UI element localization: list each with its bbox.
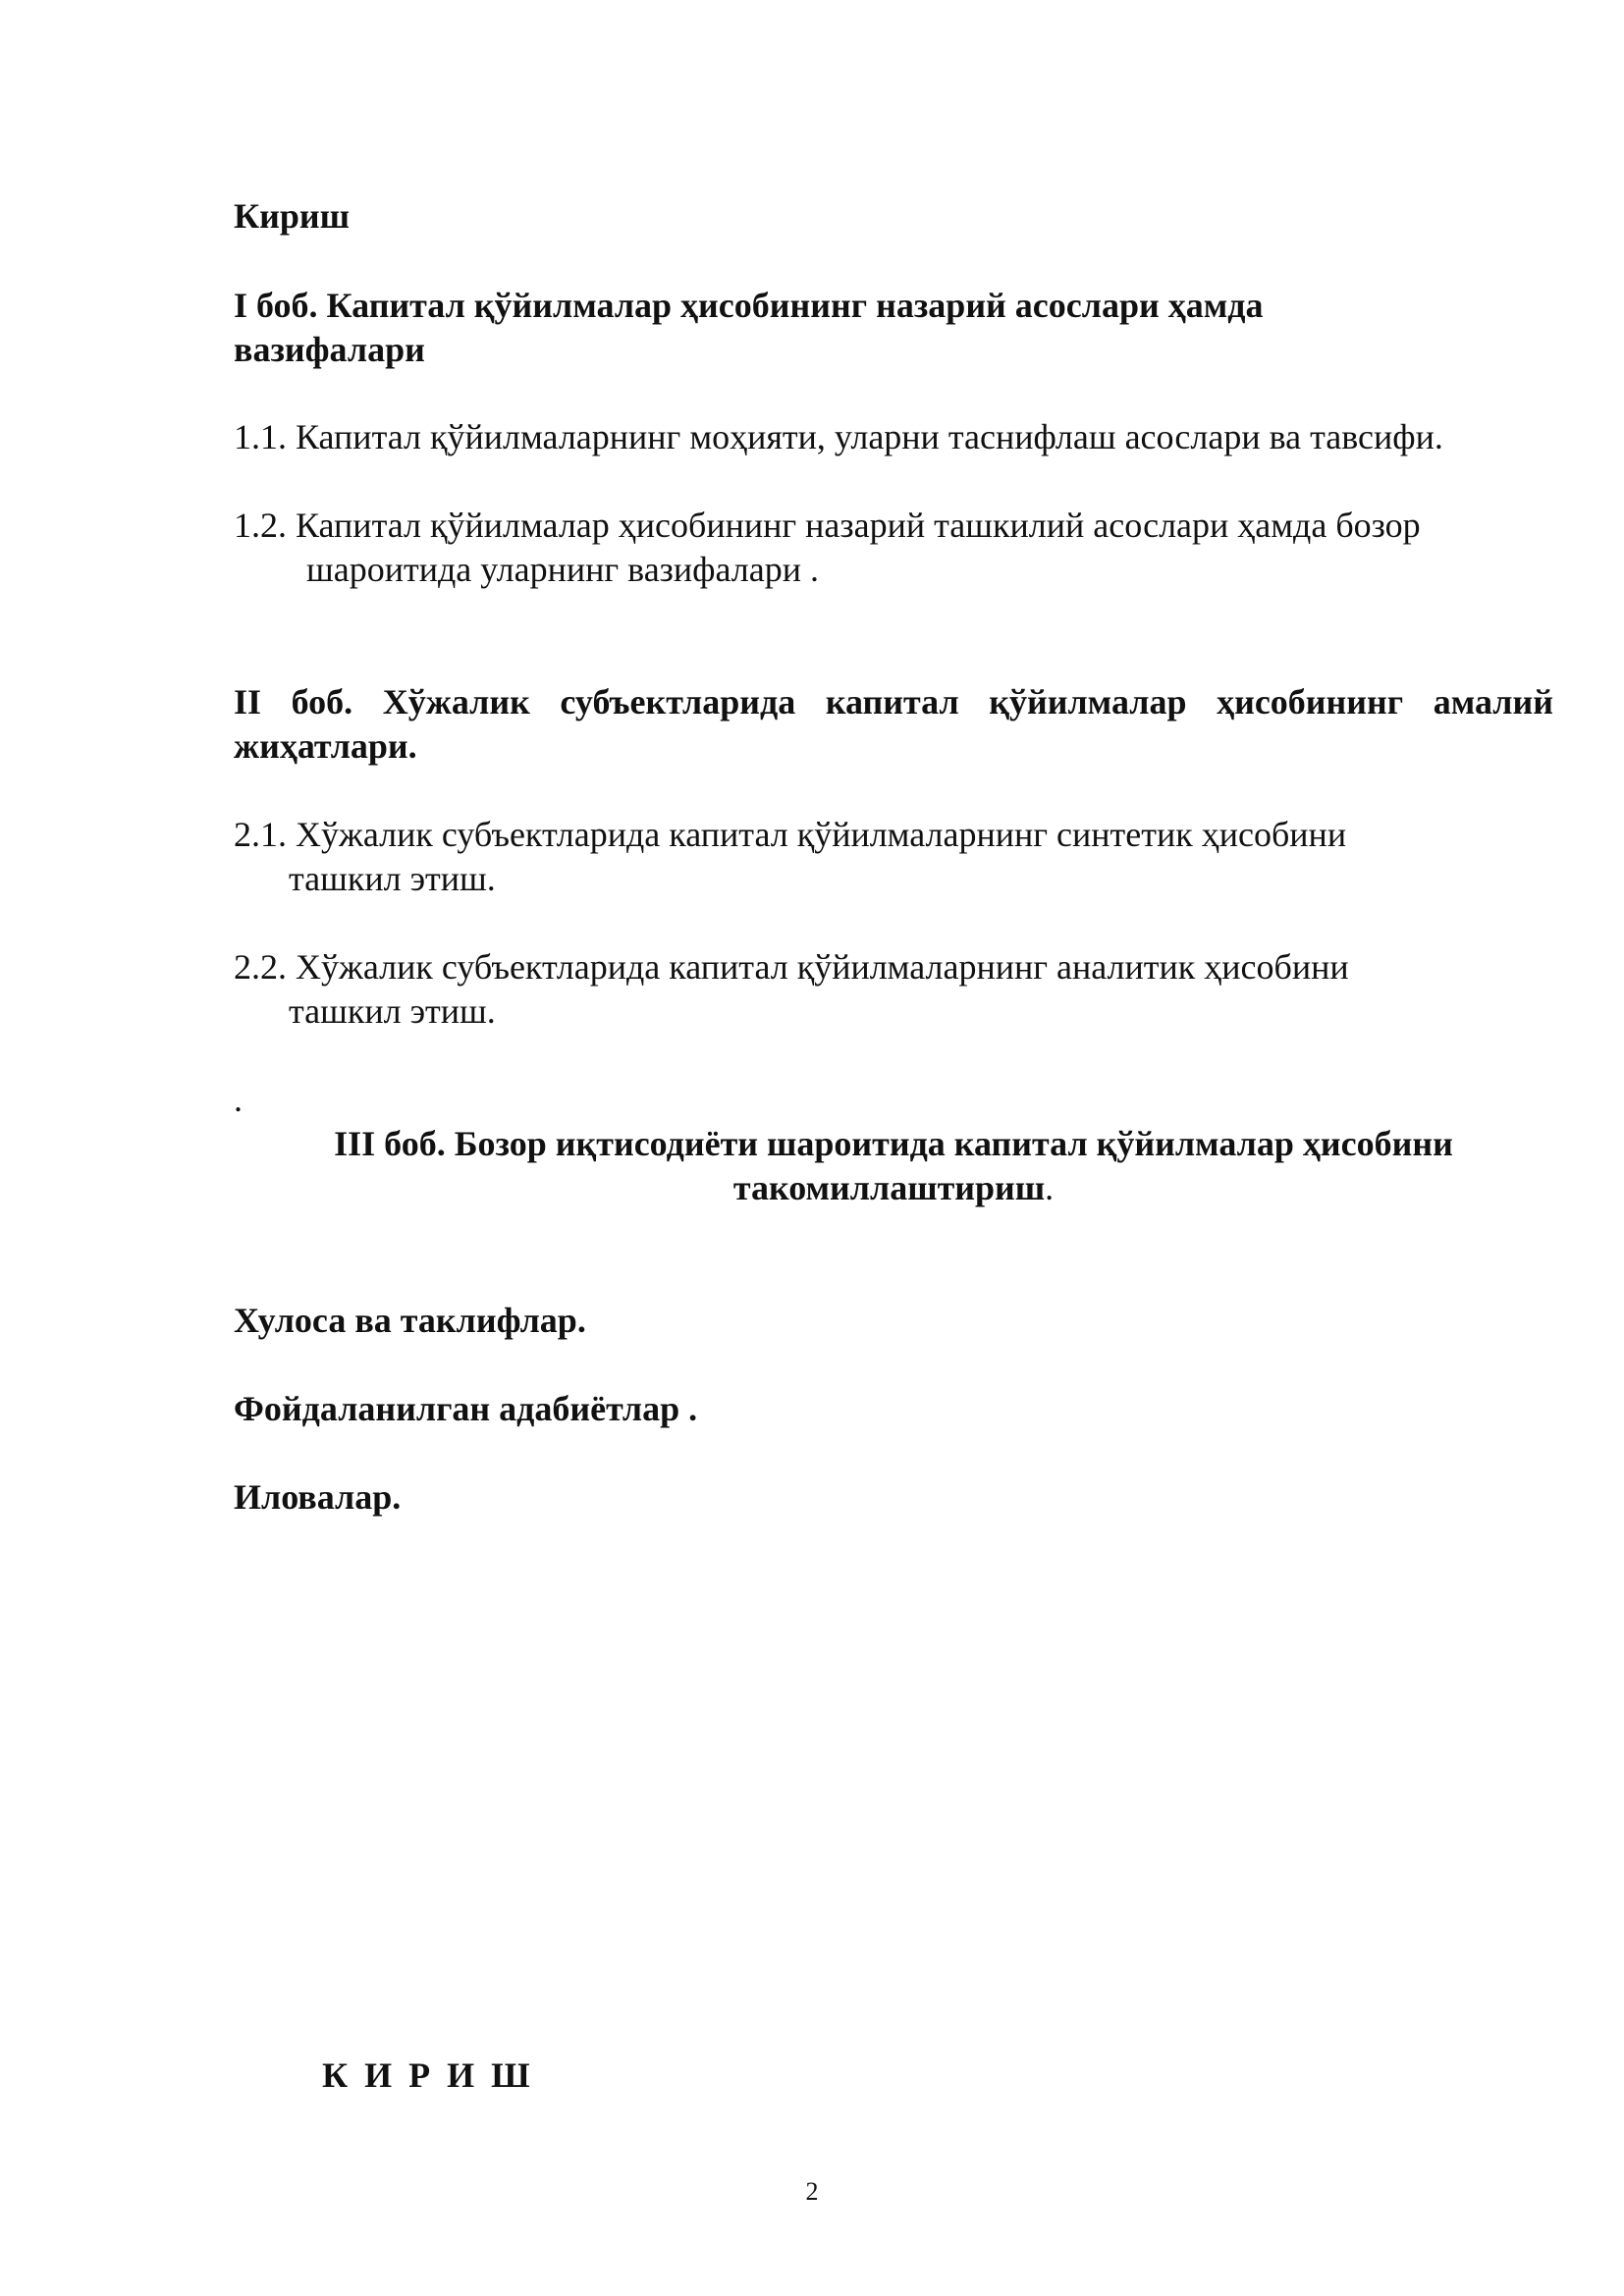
toc-chapter-3-line-2: такомиллаштириш [732,1168,1046,1207]
toc-appendices: Иловалар. [234,1477,402,1517]
toc-section-2-1-line-1: 2.1. Хўжалик субъектларида капитал қўйилмаларнинг синтетик ҳисобини [234,815,1347,854]
toc-chapter-3-line-2-wrap [234,1166,1553,1210]
toc-chapter-2-line-1: II боб. Хўжалик субъектларида капитал қўйилмалар ҳисобининг амалий [234,682,1553,721]
toc-chapter-1-line-1: I боб. Капитал қўйилмалар ҳисобининг назарий асослари ҳамда [234,286,1264,325]
toc-section-2-2-line-1: 2.2. Хўжалик субъектларида капитал қўйилмаларнинг аналитик ҳисобини [234,947,1349,987]
toc-section-2-1 [234,813,1553,901]
toc-chapter-3-line-2-suffix: . [1045,1168,1055,1207]
toc-conclusions: Хулоса ва таклифлар. [234,1301,586,1340]
toc-references: Фойдаланилган адабиётлар . [234,1389,698,1428]
toc-section-2-2 [234,945,1553,1034]
toc-intro: Кириш [234,196,351,236]
stray-dot: . [234,1080,243,1119]
toc-section-1-2-line-1: 1.2. Капитал қўйилмалар ҳисобининг назарий ташкилий асослари ҳамда бозор [234,506,1421,545]
toc-chapter-1-line-2: вазифалари [234,330,425,369]
toc-section-2-1-line-2: ташкил этиш. [289,859,496,898]
toc-chapter-2-line-2: жиҳатлари. [234,726,417,766]
toc-section-1-1: 1.1. Капитал қўйилмаларнинг моҳияти, уларни таснифлаш асослари ва тавсифи. [234,417,1443,456]
toc-chapter-3 [234,1122,1553,1210]
toc-chapter-2 [234,680,1553,769]
toc-chapter-1 [234,284,1553,372]
page-number: 2 [805,2177,819,2206]
intro-heading: К И Р И Ш [322,2056,534,2095]
toc-section-1-2 [234,504,1553,592]
toc-chapter-3-line-1: III боб. Бозор иқтисодиёти шароитида капитал қўйилмалар ҳисобини [334,1124,1453,1163]
toc-section-1-2-line-2: шароитида уларнинг вазифалари . [306,550,819,589]
toc-section-2-2-line-2: ташкил этиш. [289,991,496,1031]
